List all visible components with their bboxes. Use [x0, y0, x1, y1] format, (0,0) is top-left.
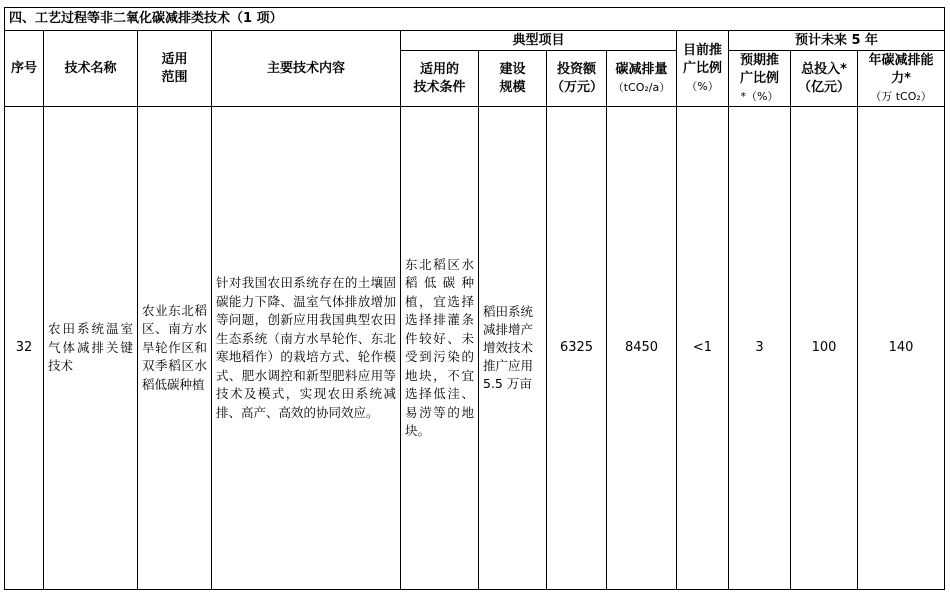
- cell-emission: 8450: [607, 107, 677, 590]
- header-current-ratio: 目前推 广比例 （%）: [677, 31, 729, 107]
- header-tech-name: 技术名称: [44, 31, 138, 107]
- cell-expected-ratio: 3: [729, 107, 791, 590]
- technology-table: [4, 7, 945, 590]
- header-scope: 适用 范围: [138, 31, 212, 107]
- header-row-1: [5, 31, 945, 51]
- header-annual-capacity: 年碳减排能 力* （万 tCO₂）: [858, 51, 945, 107]
- header-main-content: 主要技术内容: [212, 31, 401, 107]
- cell-investment: 6325: [547, 107, 607, 590]
- cell-scope: 农业东北稻区、南方水旱轮作区和双季稻区水稻低碳种植: [138, 107, 212, 590]
- cell-conditions: 东北稻区水稻低碳种植，宜选择选择排灌条件较好、未受到污染的地块，不宜选择低洼、易涝等的地块。: [401, 107, 479, 590]
- header-emission: 碳减排量 （tCO₂/a）: [607, 51, 677, 107]
- header-scale: 建设 规模: [479, 51, 547, 107]
- cell-total-investment: 100: [791, 107, 858, 590]
- header-total-investment: 总投入* （亿元）: [791, 51, 858, 107]
- cell-current-ratio: <1: [677, 107, 729, 590]
- header-conditions: 适用的 技术条件: [401, 51, 479, 107]
- cell-annual-capacity: 140: [858, 107, 945, 590]
- cell-seq: 32: [5, 107, 44, 590]
- section-title-row: [5, 8, 945, 31]
- cell-main-content: 针对我国农田系统存在的土壤固碳能力下降、温室气体排放增加等问题，创新应用我国典型农田生态系统（南方水旱轮作、东北寒地稻作）的栽培方式、轮作模式、肥水调控和新型肥料应用等技术及模式，实现农田系统减排、高产、高效的协同效应。: [212, 107, 401, 590]
- header-forecast: 预计未来 5 年: [729, 31, 945, 51]
- header-investment: 投资额 （万元）: [547, 51, 607, 107]
- cell-scale: 稻田系统减排增产增效技术推广应用 5.5 万亩: [479, 107, 547, 590]
- section-title: 四、工艺过程等非二氧化碳减排类技术（1 项）: [5, 8, 945, 31]
- header-seq: 序号: [5, 31, 44, 107]
- table-row: [5, 107, 945, 590]
- header-typical-project: 典型项目: [401, 31, 677, 51]
- header-expected-ratio: 预期推 广比例 *（%）: [729, 51, 791, 107]
- cell-tech-name: 农田系统温室气体减排关键技术: [44, 107, 138, 590]
